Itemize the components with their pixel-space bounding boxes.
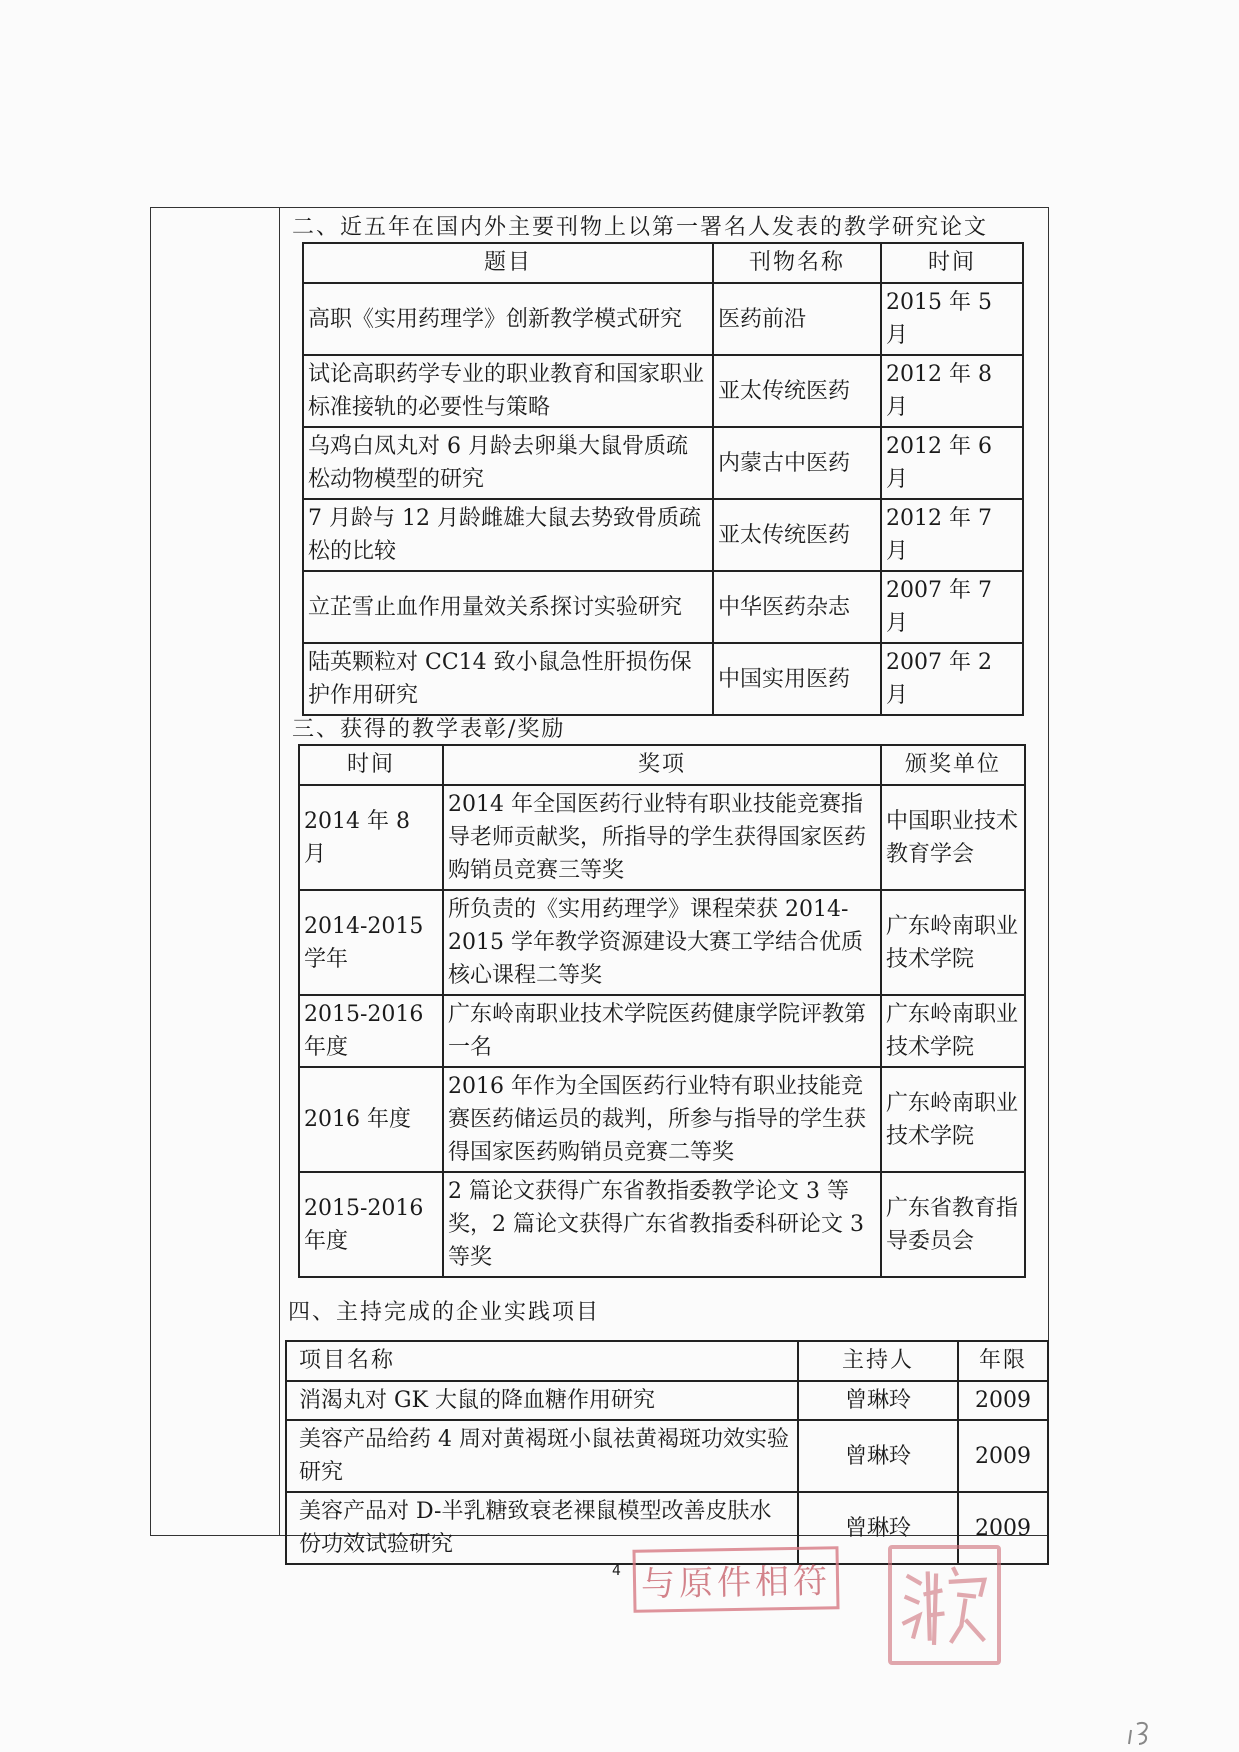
header-cell: 颁奖单位 bbox=[881, 745, 1025, 785]
publish-date: 2007 年 2 月 bbox=[881, 643, 1023, 715]
publish-date: 2012 年 6 月 bbox=[881, 427, 1023, 499]
project-year: 2009 bbox=[958, 1420, 1048, 1492]
table-row bbox=[286, 1420, 1048, 1492]
section3-title: 三、获得的教学表彰/奖励 bbox=[292, 717, 566, 742]
publish-date: 2007 年 7 月 bbox=[881, 571, 1023, 643]
seal-stamp bbox=[888, 1545, 1001, 1665]
award-item: 2014 年全国医药行业特有职业技能竞赛指导老师贡献奖，所指导的学生获得国家医药购销员竞赛三等奖 bbox=[443, 785, 881, 890]
award-item: 2016 年作为全国医药行业特有职业技能竞赛医药储运员的裁判，所参与指导的学生获得国家医药购销员竞赛二等奖 bbox=[443, 1067, 881, 1172]
journal-name: 中华医药杂志 bbox=[713, 571, 881, 643]
table-row bbox=[303, 427, 1023, 499]
award-time: 2015-2016 年度 bbox=[299, 1172, 443, 1277]
project-year: 2009 bbox=[958, 1381, 1048, 1420]
award-time: 2015-2016 年度 bbox=[299, 995, 443, 1067]
paper-title: 7 月龄与 12 月龄雌雄大鼠去势致骨质疏松的比较 bbox=[303, 499, 713, 571]
table-header-row bbox=[303, 243, 1023, 283]
left-column-divider bbox=[279, 208, 280, 1535]
award-issuer: 广东省教育指导委员会 bbox=[881, 1172, 1025, 1277]
table-row bbox=[299, 1172, 1025, 1277]
paper-title: 陆英颗粒对 CC14 致小鼠急性肝损伤保护作用研究 bbox=[303, 643, 713, 715]
table-row bbox=[303, 283, 1023, 355]
seal-glyph-icon bbox=[892, 1549, 997, 1661]
project-year: 2009 bbox=[958, 1492, 1048, 1564]
award-item: 所负责的《实用药理学》课程荣获 2014-2015 学年教学资源建设大赛工学结合优质核心课程二等奖 bbox=[443, 890, 881, 995]
table-row bbox=[303, 571, 1023, 643]
table-row bbox=[303, 355, 1023, 427]
header-cell: 主持人 bbox=[798, 1341, 958, 1381]
publish-date: 2015 年 5 月 bbox=[881, 283, 1023, 355]
award-time: 2014 年 8 月 bbox=[299, 785, 443, 890]
table-header-row bbox=[286, 1341, 1048, 1381]
award-issuer: 中国职业技术教育学会 bbox=[881, 785, 1025, 890]
publish-date: 2012 年 7 月 bbox=[881, 499, 1023, 571]
journal-name: 内蒙古中医药 bbox=[713, 427, 881, 499]
header-cell: 年限 bbox=[958, 1341, 1048, 1381]
project-host: 曾琳玲 bbox=[798, 1420, 958, 1492]
header-cell: 项目名称 bbox=[286, 1341, 798, 1381]
header-cell: 时间 bbox=[881, 243, 1023, 283]
award-issuer: 广东岭南职业技术学院 bbox=[881, 995, 1025, 1067]
page-number: 4 bbox=[612, 1563, 621, 1579]
header-cell: 时间 bbox=[299, 745, 443, 785]
table-row bbox=[303, 643, 1023, 715]
paper-title: 乌鸡白凤丸对 6 月龄去卵巢大鼠骨质疏松动物模型的研究 bbox=[303, 427, 713, 499]
section4-title: 四、主持完成的企业实践项目 bbox=[288, 1300, 601, 1325]
award-issuer: 广东岭南职业技术学院 bbox=[881, 1067, 1025, 1172]
award-time: 2014-2015 学年 bbox=[299, 890, 443, 995]
table-row bbox=[303, 499, 1023, 571]
paper-title: 立芷雪止血作用量效关系探讨实验研究 bbox=[303, 571, 713, 643]
table-row bbox=[299, 785, 1025, 890]
certified-copy-stamp: 与原件相符 bbox=[632, 1546, 839, 1613]
awards-table bbox=[298, 744, 1026, 1278]
project-host: 曾琳玲 bbox=[798, 1381, 958, 1420]
table-row bbox=[299, 1067, 1025, 1172]
section2-title: 二、近五年在国内外主要刊物上以第一署名人发表的教学研究论文 bbox=[292, 215, 989, 240]
paper-title: 高职《实用药理学》创新教学模式研究 bbox=[303, 283, 713, 355]
project-name: 美容产品对 D-半乳糖致衰老裸鼠模型改善皮肤水份功效试验研究 bbox=[286, 1492, 798, 1564]
table-row bbox=[299, 890, 1025, 995]
award-time: 2016 年度 bbox=[299, 1067, 443, 1172]
header-cell: 刊物名称 bbox=[713, 243, 881, 283]
journal-name: 亚太传统医药 bbox=[713, 355, 881, 427]
project-host: 曾琳玲 bbox=[798, 1492, 958, 1564]
award-item: 广东岭南职业技术学院医药健康学院评教第一名 bbox=[443, 995, 881, 1067]
award-issuer: 广东岭南职业技术学院 bbox=[881, 890, 1025, 995]
table-row bbox=[299, 995, 1025, 1067]
header-cell: 奖项 bbox=[443, 745, 881, 785]
projects-table bbox=[285, 1340, 1049, 1565]
award-item: 2 篇论文获得广东省教指委教学论文 3 等奖，2 篇论文获得广东省教指委科研论文 3 等奖 bbox=[443, 1172, 881, 1277]
paper-title: 试论高职药学专业的职业教育和国家职业标准接轨的必要性与策略 bbox=[303, 355, 713, 427]
publish-date: 2012 年 8 月 bbox=[881, 355, 1023, 427]
papers-table bbox=[302, 242, 1024, 716]
table-header-row bbox=[299, 745, 1025, 785]
journal-name: 亚太传统医药 bbox=[713, 499, 881, 571]
handwritten-mark-icon bbox=[1125, 1718, 1165, 1748]
header-cell: 题目 bbox=[303, 243, 713, 283]
table-row bbox=[286, 1381, 1048, 1420]
project-name: 消渴丸对 GK 大鼠的降血糖作用研究 bbox=[286, 1381, 798, 1420]
journal-name: 中国实用医药 bbox=[713, 643, 881, 715]
project-name: 美容产品给药 4 周对黄褐斑小鼠祛黄褐斑功效实验研究 bbox=[286, 1420, 798, 1492]
journal-name: 医药前沿 bbox=[713, 283, 881, 355]
